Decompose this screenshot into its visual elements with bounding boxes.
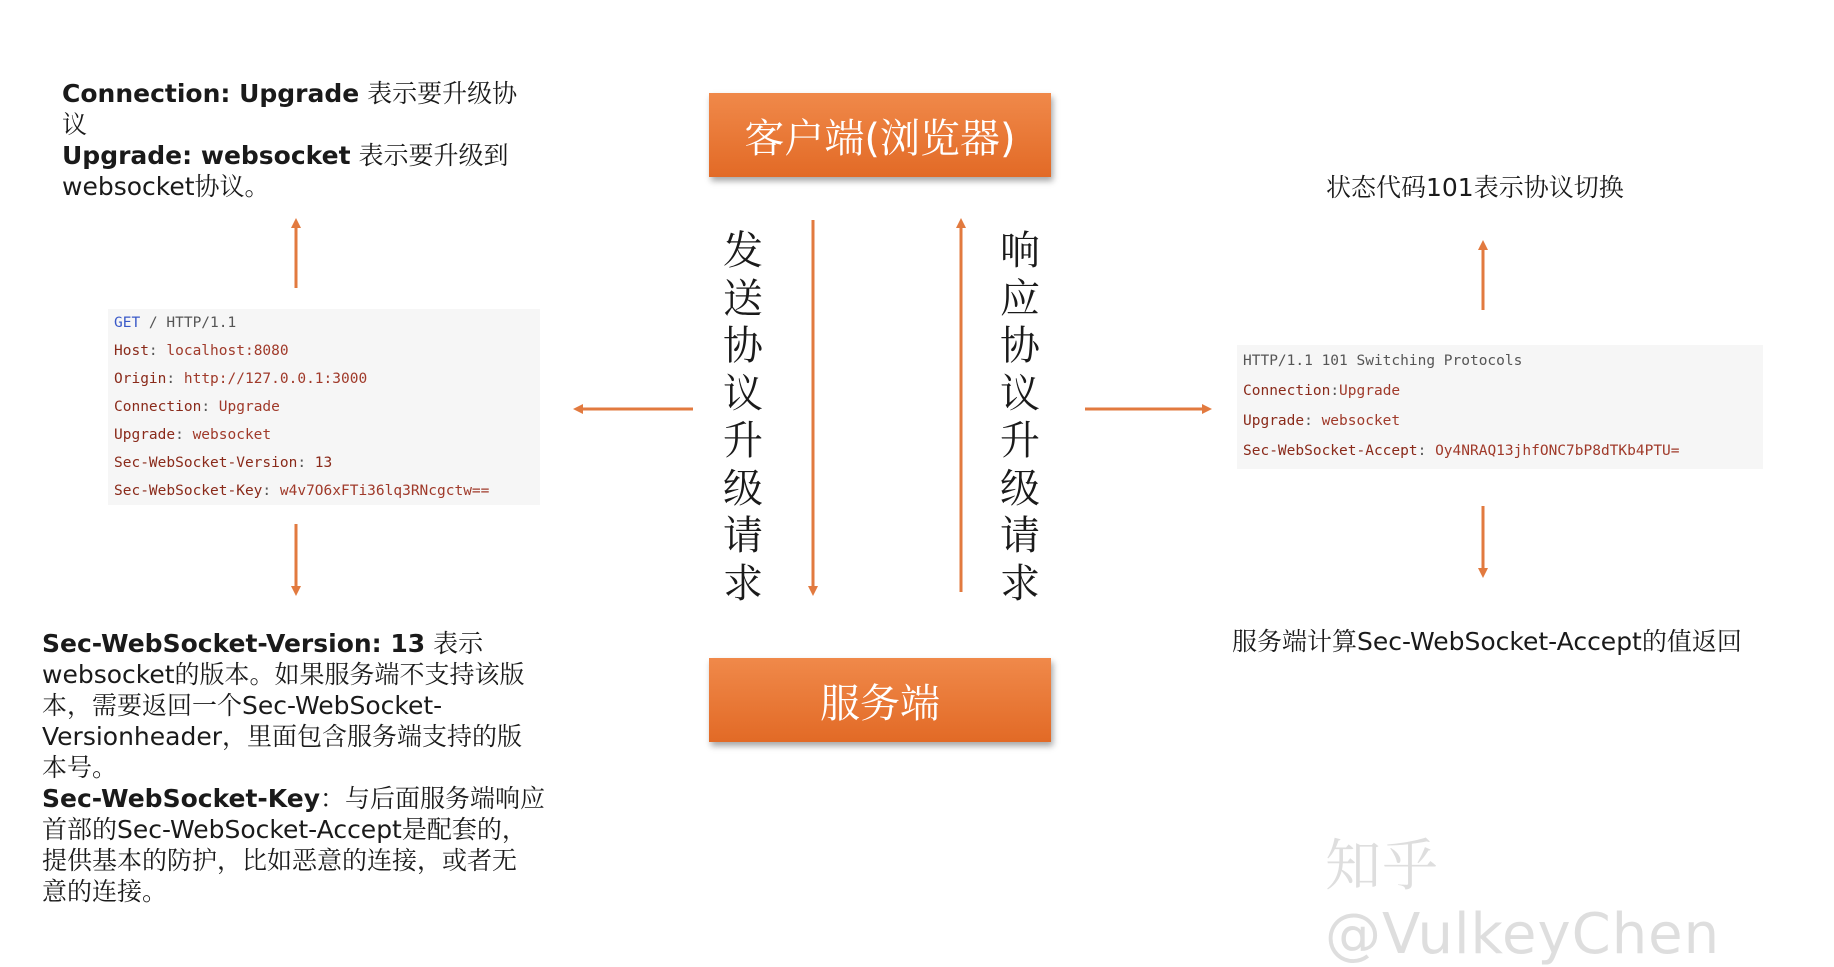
request-path: / HTTP/1.1: [140, 315, 237, 331]
note-connection-upgrade: [62, 78, 522, 202]
send-char: 协: [723, 323, 763, 369]
version-header-key: Sec-WebSocket-Version: [114, 455, 298, 471]
upgrade-desc-cont: websocket协议。: [62, 172, 270, 201]
version-line-3: 本，需要返回一个Sec-WebSocket-: [42, 691, 443, 720]
send-char: 求: [723, 560, 763, 607]
note-server-compute-accept: 服务端计算Sec-WebSocket-Accept的值返回: [1232, 627, 1742, 656]
swkey-header-key: Sec-WebSocket-Key: [114, 483, 263, 499]
version-line-4: Versionheader，里面包含服务端支持的版: [42, 722, 523, 751]
resp-connection-value: Upgrade: [1339, 383, 1401, 399]
response-char: 求: [1000, 560, 1040, 607]
connection-header-value: Upgrade: [218, 399, 280, 415]
response-char: 应: [1000, 275, 1040, 322]
upgrade-header-value: websocket: [192, 427, 272, 443]
note-status-101: 状态代码101表示协议切换: [1326, 173, 1624, 202]
key-line-2: 首部的Sec-WebSocket-Accept是配套的，: [42, 815, 527, 844]
resp-upgrade-value: websocket: [1321, 413, 1401, 429]
server-box: 服务端: [709, 658, 1051, 742]
send-char: 送: [723, 275, 763, 322]
send-char: 升: [723, 418, 763, 464]
host-value: localhost:8080: [166, 343, 289, 359]
response-char: 升: [1000, 418, 1040, 464]
connection-desc-cont: 议: [62, 110, 88, 139]
connection-header-key: Connection: [114, 399, 202, 415]
response-char: 响: [1000, 228, 1040, 274]
response-char: 协: [1000, 323, 1040, 369]
request-method: GET: [114, 315, 141, 331]
response-char: 议: [1000, 370, 1040, 417]
connection-desc: 表示要升级协: [359, 79, 518, 108]
resp-upgrade-key: Upgrade: [1243, 413, 1305, 429]
upgrade-desc: 表示要升级到: [350, 141, 509, 170]
upgrade-header-key: Upgrade: [114, 427, 176, 443]
resp-connection-key: Connection: [1243, 383, 1331, 399]
send-char: 级: [723, 465, 763, 512]
version-key: Sec-WebSocket-Version: 13: [42, 629, 426, 658]
version-header-value: 13: [314, 455, 333, 471]
send-char: 请: [723, 513, 763, 559]
version-desc: 表示: [425, 629, 484, 658]
upgrade-key: Upgrade: websocket: [62, 141, 351, 170]
send-char: 发: [723, 228, 763, 274]
host-key: Host: [114, 343, 149, 359]
origin-value: http://127.0.0.1:3000: [183, 371, 368, 387]
response-headers-code: HTTP/1.1 101 Switching Protocols Connection:Upgrade Upgrade: websocket Sec-WebSocket-Accept: Oy4NRAQ13jhfONC7bP8dTKb4PTU=: [1237, 345, 1763, 469]
watermark: 知乎 @VulkeyChen: [1325, 834, 1721, 967]
connection-key: Connection: Upgrade: [62, 79, 360, 108]
client-box: 客户端(浏览器): [709, 93, 1051, 177]
resp-accept-value: Oy4NRAQ13jhfONC7bP8dTKb4PTU=: [1435, 443, 1680, 459]
resp-accept-key: Sec-WebSocket-Accept: [1243, 443, 1418, 459]
swkey-header-value: w4v7O6xFTi36lq3RNcgctw==: [279, 483, 490, 499]
response-char: 请: [1000, 513, 1040, 559]
note-sec-websocket: [42, 628, 552, 907]
origin-key: Origin: [114, 371, 167, 387]
response-upgrade-request-label: [998, 228, 1042, 608]
key-desc: ：与后面服务端响应: [320, 784, 546, 813]
response-char: 级: [1000, 465, 1040, 512]
key-line-4: 意的连接。: [42, 877, 168, 906]
key-line-3: 提供基本的防护，比如恶意的连接，或者无: [42, 846, 518, 875]
version-line-5: 本号。: [42, 753, 118, 782]
send-upgrade-request-label: [721, 228, 765, 608]
key-key: Sec-WebSocket-Key: [42, 784, 320, 813]
version-line-2: websocket的版本。如果服务端不支持该版: [42, 660, 525, 689]
response-status-line: HTTP/1.1 101 Switching Protocols: [1243, 353, 1523, 369]
request-headers-code: GET / HTTP/1.1 Host: localhost:8080 Origin: http://127.0.0.1:3000 Connection: Upgrade Upgrade: websocket Sec-WebSocket-Version: 13 Sec-WebSocket-Key: w4v7O6xFTi36lq3RNcgctw==: [108, 309, 540, 505]
send-char: 议: [723, 370, 763, 417]
